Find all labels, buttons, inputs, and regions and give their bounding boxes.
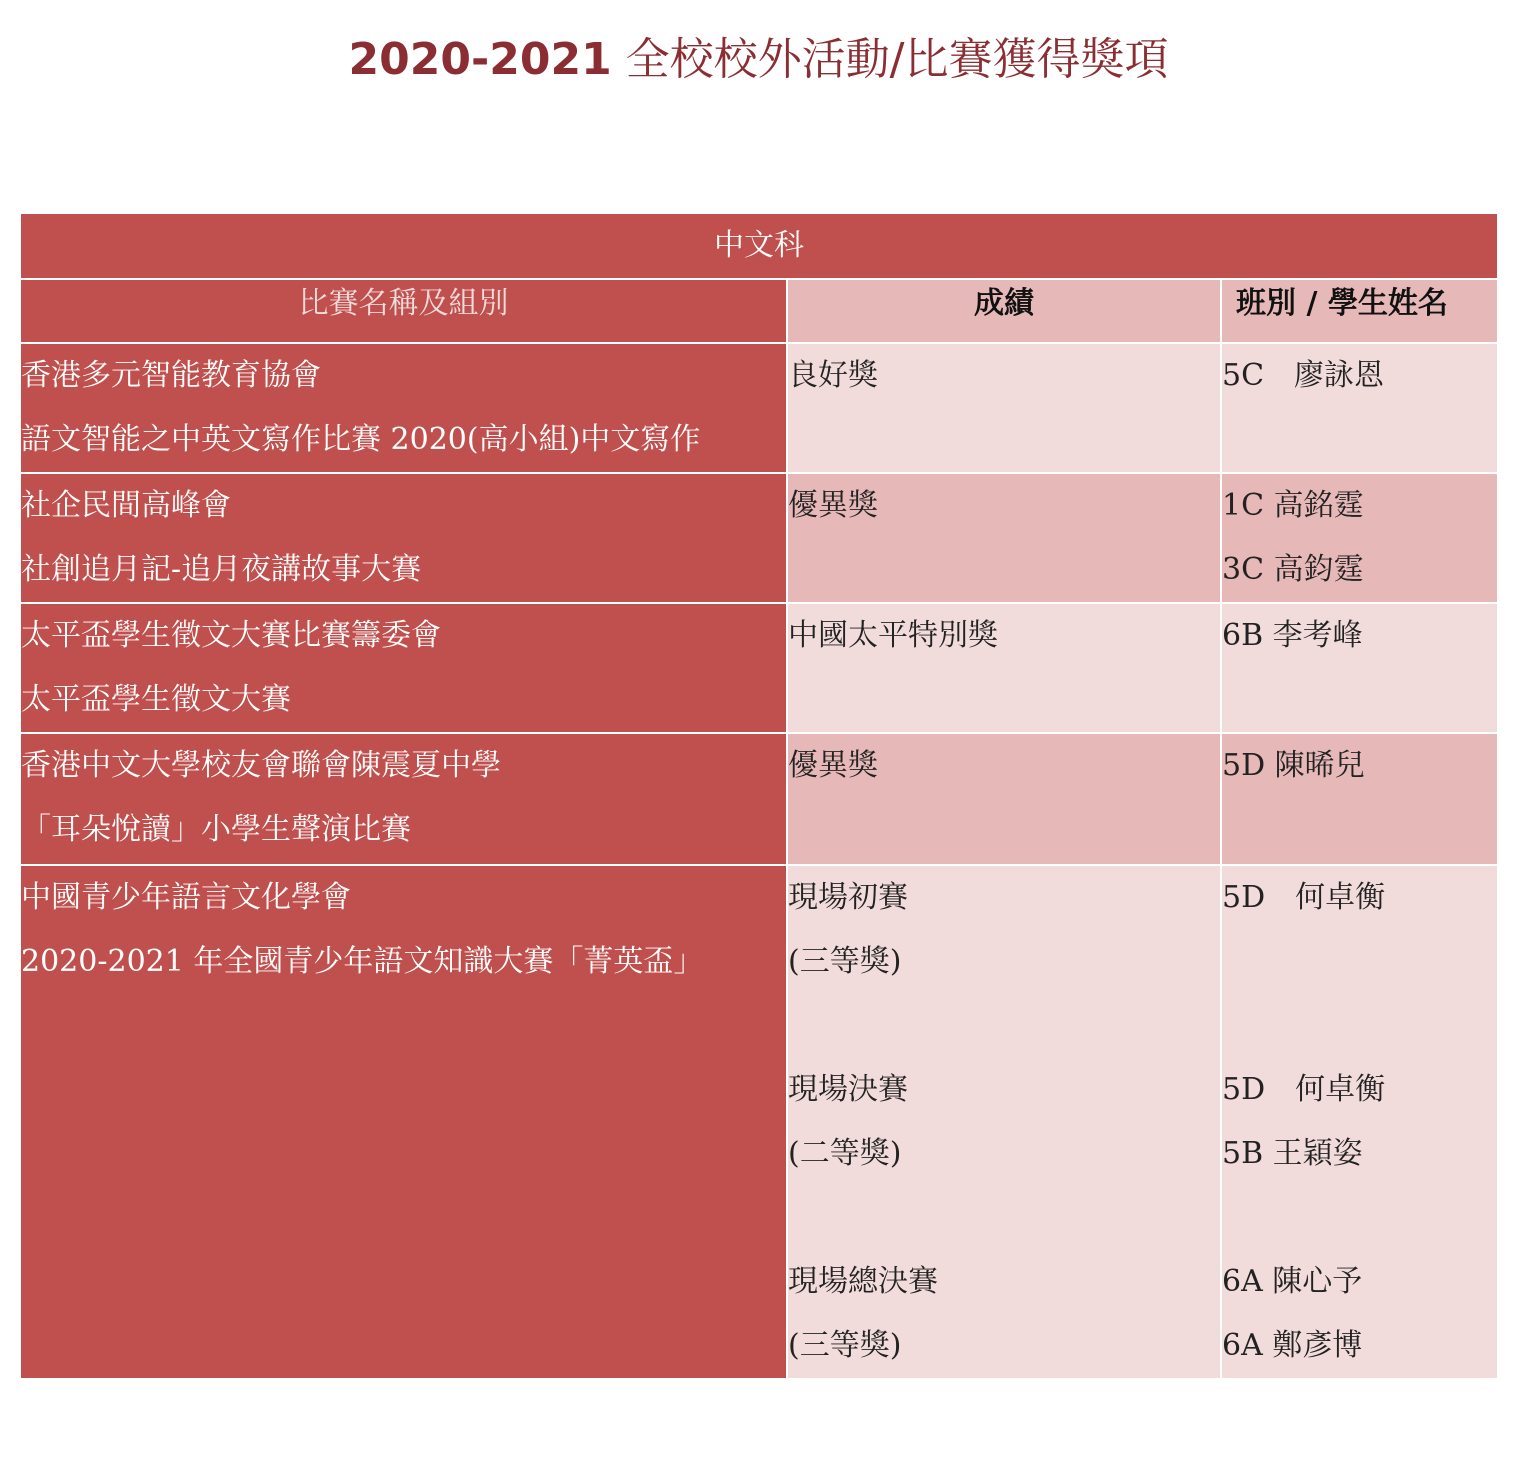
competition-event: 2020-2021 年全國青少年語文知識大賽「菁英盃」: [21, 944, 704, 979]
result-cell: [787, 603, 1221, 733]
result-stage: 現場總決賽: [788, 1264, 938, 1299]
table-row: [20, 343, 1498, 473]
column-header-row: [20, 279, 1498, 343]
result-stage: 現場初賽: [788, 880, 908, 915]
competition-event: 語文智能之中英文寫作比賽 2020(高小組)中文寫作: [21, 422, 701, 457]
student-entry: 5B 王穎姿: [1222, 1136, 1363, 1171]
competition-event: 社創追月記-追月夜講故事大賽: [21, 552, 422, 587]
table-row: [20, 733, 1498, 865]
student-entry: 5D 陳晞兒: [1222, 748, 1365, 783]
title-text: 全校校外活動/比賽獲得獎項: [611, 34, 1169, 85]
table-row: [20, 473, 1498, 603]
result-cell: [787, 473, 1221, 603]
competition-organizer: 社企民間高峰會: [21, 488, 231, 523]
header-student: 班別 / 學生姓名: [1221, 279, 1498, 343]
student-entry: 1C 高銘霆: [1222, 488, 1364, 523]
title-year: 2020-2021: [348, 34, 612, 85]
header-result: 成績: [787, 279, 1221, 343]
competition-cell: [20, 733, 787, 865]
awards-table: [19, 212, 1499, 1380]
student-cell: [1221, 343, 1498, 473]
student-entry: 5D 何卓衡: [1222, 880, 1386, 915]
competition-event: 太平盃學生徵文大賽: [21, 682, 291, 717]
subject-row: [20, 213, 1498, 279]
student-entry: 6A 陳心予: [1222, 1264, 1363, 1299]
competition-organizer: 太平盃學生徵文大賽比賽籌委會: [21, 618, 441, 653]
subject-heading: 中文科: [20, 213, 1498, 279]
student-cell: [1221, 473, 1498, 603]
result-cell: [787, 733, 1221, 865]
header-competition: 比賽名稱及組別: [20, 279, 787, 343]
student-entry: 6B 李考峰: [1222, 618, 1363, 653]
student-entry: 3C 高鈞霆: [1222, 552, 1364, 587]
student-entry: 5C 廖詠恩: [1222, 358, 1385, 393]
student-cell: [1221, 733, 1498, 865]
result-text: 優異獎: [788, 488, 878, 523]
competition-event: 「耳朵悅讀」小學生聲演比賽: [21, 812, 411, 847]
competition-cell: [20, 603, 787, 733]
competition-organizer: 香港多元智能教育協會: [21, 358, 321, 393]
competition-organizer: 中國青少年語言文化學會: [21, 880, 351, 915]
student-cell: [1221, 865, 1498, 1379]
student-cell: [1221, 603, 1498, 733]
student-entry: 6A 鄭彥博: [1222, 1328, 1363, 1363]
competition-cell: [20, 343, 787, 473]
student-entry: 5D 何卓衡: [1222, 1072, 1386, 1107]
table-row: [20, 865, 1498, 1379]
result-text: 中國太平特別獎: [788, 618, 998, 653]
result-prize: (二等獎): [788, 1136, 902, 1171]
competition-organizer: 香港中文大學校友會聯會陳震夏中學: [21, 748, 501, 783]
competition-cell: [20, 865, 787, 1379]
result-text: 優異獎: [788, 748, 878, 783]
page-title: [0, 28, 1517, 92]
table-row: [20, 603, 1498, 733]
result-prize: (三等獎): [788, 1328, 902, 1363]
result-cell: [787, 343, 1221, 473]
competition-cell: [20, 473, 787, 603]
result-cell: [787, 865, 1221, 1379]
result-stage: 現場決賽: [788, 1072, 908, 1107]
result-text: 良好獎: [788, 358, 878, 393]
result-prize: (三等獎): [788, 944, 902, 979]
